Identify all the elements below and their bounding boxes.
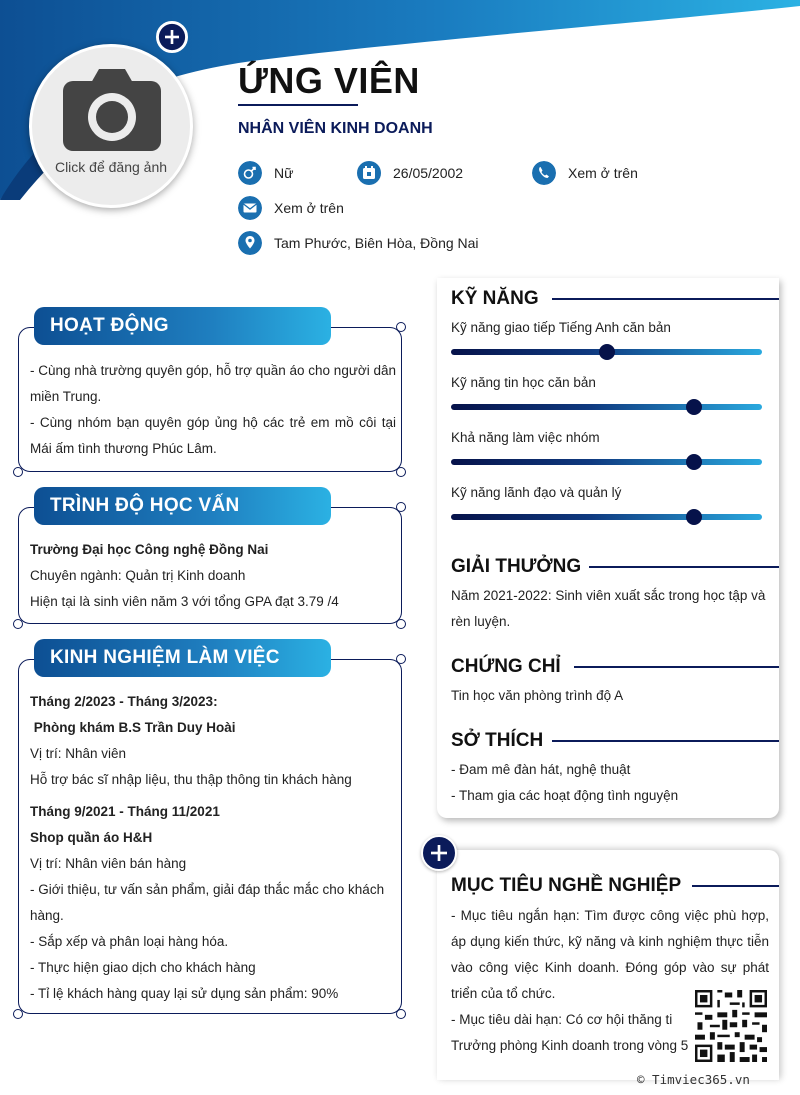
job-position: Vị trí: Nhân viên (30, 746, 127, 761)
skill-bar (451, 349, 762, 355)
awards-text: Năm 2021-2022: Sinh viên xuất sắc trong học tập và rèn luyện. (451, 588, 766, 629)
email-icon (238, 196, 262, 220)
qr-code-icon (695, 990, 767, 1062)
avatar-label: Click để đăng ảnh (54, 159, 168, 175)
skill-bar (451, 514, 762, 520)
phone-value: Xem ở trên (568, 165, 638, 181)
job-duty: - Giới thiệu, tư vấn sản phẩm, giải đáp thắc mắc cho khách hàng. (30, 882, 385, 923)
skill-label: Kỹ năng giao tiếp Tiếng Anh căn bản (451, 320, 671, 335)
box-corner-dot (13, 1009, 23, 1019)
job-position: Vị trí: Nhân viên bán hàng (30, 856, 187, 871)
job-duty: - Thực hiện giao dịch cho khách hàng (30, 960, 256, 975)
activities-text (30, 358, 396, 462)
education-text (30, 537, 396, 615)
skill-level-knob (599, 344, 615, 360)
title-rule (552, 298, 779, 300)
hobbies-title: SỞ THÍCH (451, 730, 544, 751)
job-company: Phòng khám B.S Trần Duy Hoài (30, 720, 236, 735)
add-section-icon[interactable] (421, 835, 457, 871)
calendar-icon (357, 161, 381, 185)
experience-job-2 (30, 799, 396, 1007)
skill-label: Kỹ năng lãnh đạo và quản lý (451, 485, 622, 500)
box-corner-dot (396, 619, 406, 629)
job-title: NHÂN VIÊN KINH DOANH (238, 120, 433, 137)
certificates-text: Tin học văn phòng trình độ A (451, 688, 624, 703)
experience-title: KINH NGHIỆM LÀM VIỆC (34, 639, 331, 677)
add-photo-icon[interactable] (156, 21, 188, 53)
skill-level-knob (686, 509, 702, 525)
hobby-item: - Tham gia các hoạt động tình nguyện (451, 788, 679, 803)
box-corner-dot (396, 467, 406, 477)
objective-title: MỤC TIÊU NGHỀ NGHIỆP (451, 875, 682, 896)
objective-short-term: - Mục tiêu ngắn hạn: Tìm được công việc phù hợp, áp dụng kiến thức, kỹ năng và kinh nghiệm thực tiễn vào công việc Kinh doanh. Đóng góp vào sự phát triển của tổ chức. (451, 908, 769, 1001)
job-company: Shop quần áo H&H (30, 830, 153, 845)
name-underline (238, 104, 358, 106)
birthdate-value: 26/05/2002 (393, 165, 464, 181)
email-value: Xem ở trên (274, 200, 344, 216)
skill-bar (451, 459, 762, 465)
location-icon (238, 231, 262, 255)
activities-title: HOẠT ĐỘNG (34, 307, 331, 345)
title-rule (692, 885, 779, 887)
objective-long-term: - Mục tiêu dài hạn: Có cơ hội thăng ti (451, 1012, 673, 1027)
skill-bar (451, 404, 762, 410)
hobbies-text (451, 757, 769, 809)
school-name: Trường Đại học Công nghệ Đồng Nai (30, 542, 269, 557)
certificates-title: CHỨNG CHỈ (451, 656, 561, 677)
skill-label: Khả năng làm việc nhóm (451, 430, 600, 445)
box-corner-dot (13, 619, 23, 629)
avatar-upload[interactable] (29, 44, 193, 208)
objective-long-term: Trưởng phòng Kinh doanh trong vòng 5 (451, 1038, 689, 1053)
title-rule (589, 566, 779, 568)
gender-row (238, 161, 293, 185)
title-rule (552, 740, 779, 742)
job-duty: Hỗ trợ bác sĩ nhập liệu, thu thập thông tin khách hàng (30, 772, 352, 787)
email-row (238, 196, 344, 220)
skill-label: Kỹ năng tin học căn bản (451, 375, 596, 390)
box-corner-dot (396, 654, 406, 664)
education-title: TRÌNH ĐỘ HỌC VẤN (34, 487, 331, 525)
birthdate-row (357, 161, 463, 185)
job-duty: - Tỉ lệ khách hàng quay lại sử dụng sản phẩm: 90% (30, 986, 339, 1001)
awards-title: GIẢI THƯỞNG (451, 556, 582, 577)
box-corner-dot (396, 1009, 406, 1019)
gender-icon (238, 161, 262, 185)
gender-value: Nữ (274, 165, 294, 181)
box-corner-dot (396, 322, 406, 332)
job-period: Tháng 2/2023 - Tháng 3/2023: (30, 694, 218, 709)
job-period: Tháng 9/2021 - Tháng 11/2021 (30, 804, 220, 819)
skill-level-knob (686, 454, 702, 470)
activity-item: - Cùng nhà trường quyên góp, hỗ trợ quần áo cho người dân miền Trung. (30, 363, 396, 404)
phone-icon (532, 161, 556, 185)
camera-icon (63, 67, 161, 151)
title-rule (574, 666, 779, 668)
skill-level-knob (686, 399, 702, 415)
address-value: Tam Phước, Biên Hòa, Đồng Nai (274, 235, 479, 251)
experience-job-1 (30, 689, 396, 793)
skills-title: KỸ NĂNG (451, 288, 539, 309)
box-corner-dot (396, 502, 406, 512)
hobby-item: - Đam mê đàn hát, nghệ thuật (451, 762, 631, 777)
job-duty: - Sắp xếp và phân loại hàng hóa. (30, 934, 229, 949)
box-corner-dot (13, 467, 23, 477)
candidate-name: ỨNG VIÊN (238, 60, 420, 101)
footer-copyright: © Timviec365.vn (637, 1072, 750, 1087)
study-status: Hiện tại là sinh viên năm 3 với tổng GPA đạt 3.79 /4 (30, 594, 339, 609)
phone-row (532, 161, 638, 185)
major: Chuyên ngành: Quản trị Kinh doanh (30, 568, 246, 583)
address-row (238, 231, 479, 255)
activity-item: - Cùng nhóm bạn quyên góp ủng hộ các trẻ em mồ côi tại Mái ấm tình thương Phúc Lâm. (30, 415, 396, 456)
